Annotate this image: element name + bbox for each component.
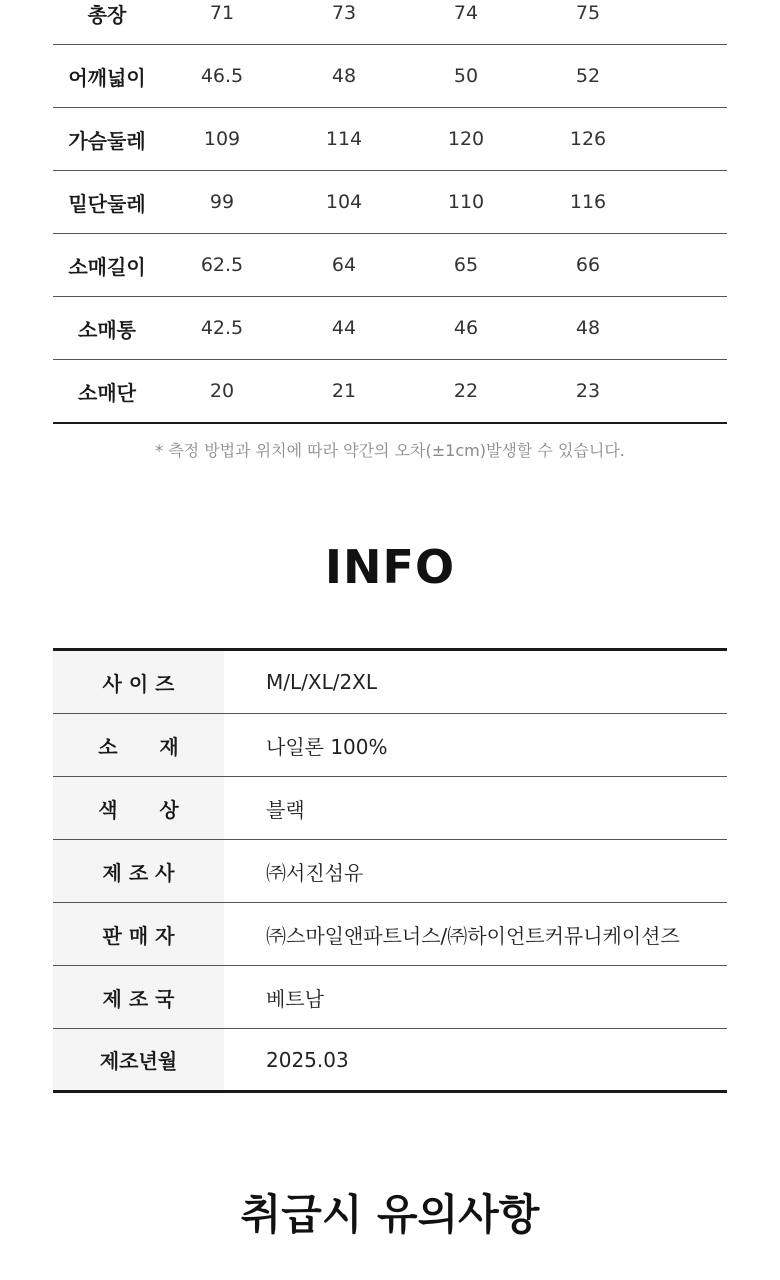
size-value-cell: 109 (203, 128, 241, 150)
size-value-cell: 20 (209, 380, 235, 402)
info-value: 나일론 100% (266, 734, 388, 759)
size-value-cell: 21 (331, 380, 357, 402)
size-value-cell: 42.5 (200, 317, 244, 339)
info-row (53, 1029, 727, 1090)
info-key: 판 매 자 (53, 903, 224, 965)
size-row (53, 360, 727, 422)
size-row-label: 어깨넓이 (68, 65, 146, 90)
size-row-label: 소매통 (78, 317, 136, 342)
size-value-cell: 71 (209, 2, 235, 24)
size-value-cell: 48 (575, 317, 601, 339)
product-info-table (53, 648, 727, 1093)
size-value-cell: 62.5 (200, 254, 244, 276)
size-value-cell: 50 (453, 65, 479, 87)
care-section-title: 취급시 유의사항 (240, 1190, 540, 1239)
info-value: ㈜스마일앤파트너스/㈜하이언트커뮤니케이션즈 (266, 923, 680, 948)
size-value-cell: 116 (569, 191, 607, 213)
size-row (53, 234, 727, 297)
size-value-cell: 52 (575, 65, 601, 87)
size-value-cell: 64 (331, 254, 357, 276)
size-value-cell: 48 (331, 65, 357, 87)
size-row (53, 108, 727, 171)
size-value-cell: 104 (325, 191, 363, 213)
size-row (53, 45, 727, 108)
info-row (53, 840, 727, 903)
info-key: 사 이 즈 (53, 651, 224, 713)
info-key: 소 재 (53, 714, 224, 776)
size-value-cell: 99 (209, 191, 235, 213)
size-value-cell: 114 (325, 128, 363, 150)
size-row-label: 가슴둘레 (68, 128, 146, 153)
info-row (53, 714, 727, 777)
info-key: 제조년월 (53, 1029, 224, 1090)
size-value-cell: 46 (453, 317, 479, 339)
size-row (53, 171, 727, 234)
info-key: 제 조 사 (53, 840, 224, 902)
info-value: ㈜서진섬유 (266, 860, 364, 885)
info-row (53, 651, 727, 714)
info-key: 제 조 국 (53, 966, 224, 1028)
size-value-cell: 23 (575, 380, 601, 402)
info-value: 베트남 (266, 986, 324, 1011)
size-value-cell: 46.5 (200, 65, 244, 87)
size-value-cell: 110 (447, 191, 485, 213)
size-row-label: 총장 (87, 2, 127, 27)
size-value-cell: 65 (453, 254, 479, 276)
size-row-label: 소매길이 (68, 254, 146, 279)
size-value-cell: 74 (453, 2, 479, 24)
size-row (53, 297, 727, 360)
size-value-cell: 126 (569, 128, 607, 150)
size-value-cell: 44 (331, 317, 357, 339)
size-row-label: 밑단둘레 (68, 191, 146, 216)
info-section-title: INFO (324, 540, 456, 594)
info-value: 2025.03 (266, 1047, 349, 1072)
info-row (53, 903, 727, 966)
info-row (53, 777, 727, 840)
size-value-cell: 22 (453, 380, 479, 402)
size-value-cell: 66 (575, 254, 601, 276)
measurement-note: * 측정 방법과 위치에 따라 약간의 오차(±1cm)발생할 수 있습니다. (155, 441, 625, 460)
size-chart-table (53, 0, 727, 424)
size-row (53, 0, 727, 45)
info-value: 블랙 (266, 797, 305, 822)
info-row (53, 966, 727, 1029)
size-row-label: 소매단 (78, 380, 136, 405)
size-value-cell: 120 (447, 128, 485, 150)
info-key: 색 상 (53, 777, 224, 839)
size-value-cell: 75 (575, 2, 601, 24)
info-value: M/L/XL/2XL (266, 670, 378, 694)
size-value-cell: 73 (331, 2, 357, 24)
